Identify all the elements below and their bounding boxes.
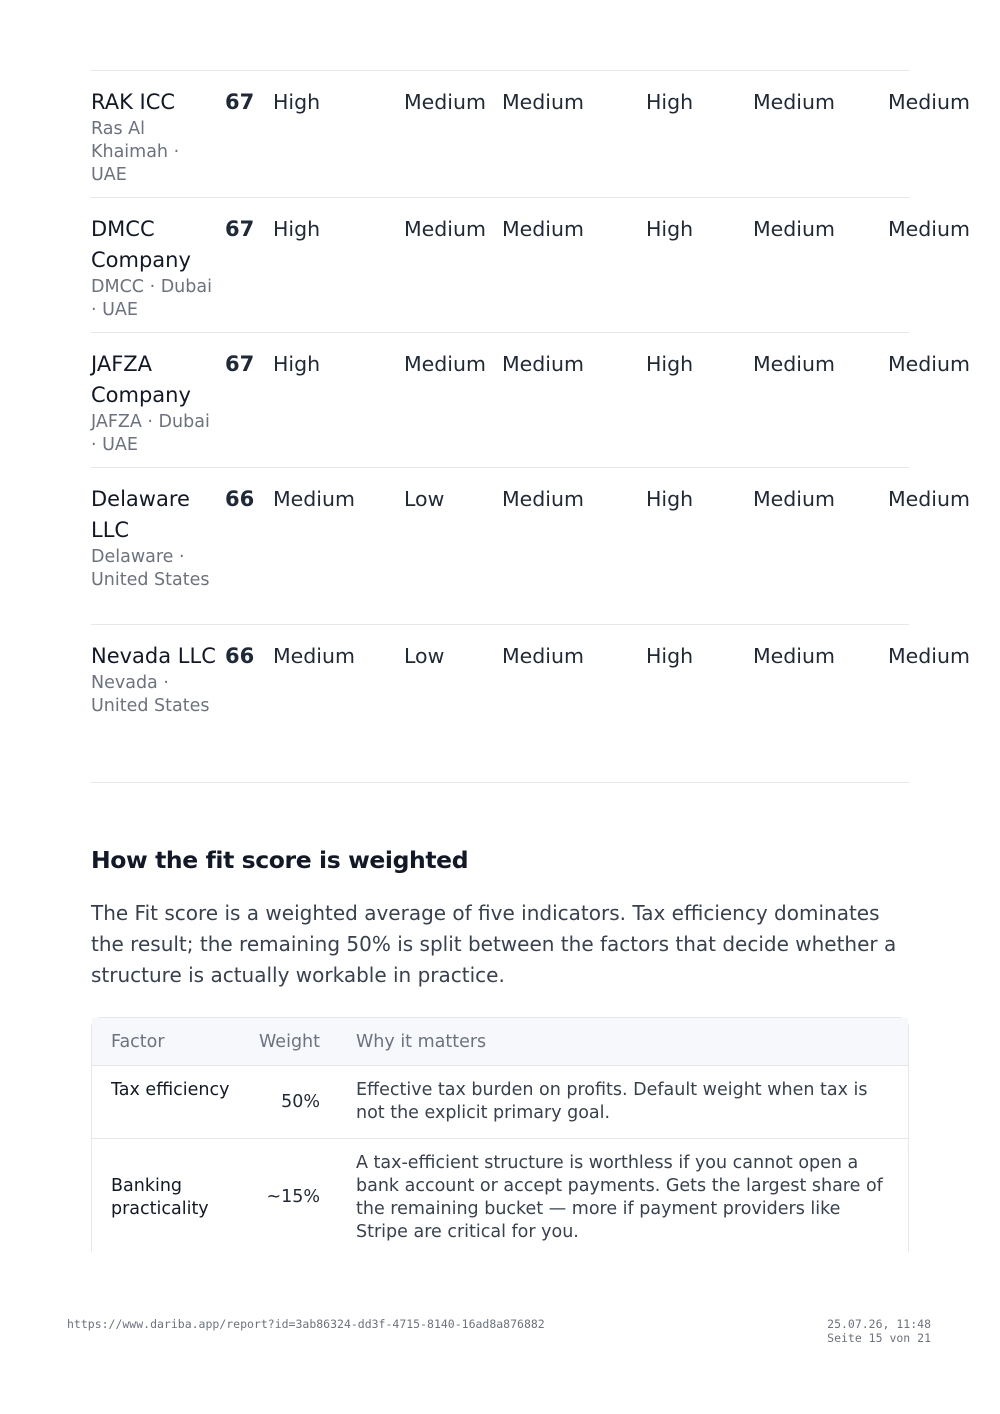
table-cell: High	[646, 644, 694, 668]
jurisdiction-name: Delaware LLC Delaware · United States	[91, 484, 219, 592]
footer-url: https://www.dariba.app/report?id=3ab86324-dd3f-4715-8140-16ad8a876882	[67, 1317, 545, 1331]
factor-weight: ~15%	[266, 1187, 320, 1207]
header-why: Why it matters	[356, 1032, 487, 1052]
factor-description: A tax-efficient structure is worthless if you cannot open a bank account or accept payments. Gets the largest share of the remaining bucket — more if payment providers like Stripe are critical for you.	[356, 1153, 883, 1242]
table-cell: Medium	[888, 644, 970, 668]
header-weight: Weight	[259, 1032, 320, 1052]
factor-name: Tax efficiency	[111, 1080, 230, 1100]
table-cell: Low	[404, 487, 445, 511]
table-cell: Medium	[273, 487, 355, 511]
jurisdiction-location: Nevada · United States	[91, 673, 210, 716]
table-row	[91, 71, 970, 198]
jurisdiction-location: JAFZA · Dubai · UAE	[91, 412, 210, 455]
factor-weight: 50%	[281, 1092, 320, 1112]
table-cell: Medium	[502, 90, 584, 114]
table-cell: High	[646, 217, 694, 241]
table-cell: Medium	[753, 644, 835, 668]
jurisdiction-name: RAK ICC Ras Al Khaimah · UAE	[91, 87, 219, 187]
fit-score: 66	[225, 644, 255, 668]
jurisdiction-name: Nevada LLC Nevada · United States	[91, 641, 219, 718]
jurisdiction-name: JAFZA Company JAFZA · Dubai · UAE	[91, 349, 219, 457]
fit-score: 67	[225, 352, 255, 376]
table-cell: Medium	[502, 644, 584, 668]
table-cell: High	[646, 487, 694, 511]
table-cell: Medium	[888, 487, 970, 511]
table-row	[91, 198, 970, 333]
table-cell: Medium	[404, 90, 486, 114]
table-row	[91, 468, 970, 625]
table-cell: Medium	[753, 487, 835, 511]
table-cell: Medium	[753, 352, 835, 376]
footer-page-number: Seite 15 von 21	[827, 1331, 931, 1345]
factor-description: Effective tax burden on profits. Default weight when tax is not the explicit primary goal.	[356, 1080, 868, 1123]
table-cell: Medium	[888, 352, 970, 376]
table-header	[92, 1018, 908, 1065]
table-cell: High	[646, 352, 694, 376]
table-row	[91, 625, 970, 783]
table-row	[92, 1138, 908, 1253]
fit-score: 67	[225, 90, 255, 114]
jurisdiction-location: Ras Al Khaimah · UAE	[91, 119, 180, 185]
table-cell: Medium	[753, 90, 835, 114]
factor-name: Banking practicality	[111, 1176, 209, 1219]
table-cell: Medium	[502, 217, 584, 241]
footer-datetime: 25.07.26, 11:48	[827, 1317, 931, 1331]
jurisdiction-name: DMCC Company DMCC · Dubai · UAE	[91, 214, 219, 322]
section-intro: The Fit score is a weighted average of five indicators. Tax efficiency dominates the result; the remaining 50% is split between the factors that decide whether a structure is actually workable in practice.	[91, 901, 897, 987]
table-cell: High	[273, 217, 321, 241]
table-cell: Medium	[753, 217, 835, 241]
table-cell: Medium	[502, 487, 584, 511]
jurisdiction-comparison-table	[91, 70, 970, 783]
table-cell: Medium	[273, 644, 355, 668]
header-factor: Factor	[111, 1032, 165, 1052]
table-row	[92, 1065, 908, 1138]
fit-score: 66	[225, 487, 255, 511]
fit-score: 67	[225, 217, 255, 241]
table-cell: Medium	[888, 90, 970, 114]
table-cell: High	[273, 352, 321, 376]
jurisdiction-location: DMCC · Dubai · UAE	[91, 277, 212, 320]
table-row	[91, 333, 970, 468]
footer-meta	[827, 1317, 931, 1345]
table-cell: Medium	[404, 352, 486, 376]
jurisdiction-location: Delaware · United States	[91, 547, 210, 590]
table-cell: Medium	[888, 217, 970, 241]
table-cell: Medium	[404, 217, 486, 241]
table-cell: Medium	[502, 352, 584, 376]
table-cell: High	[646, 90, 694, 114]
table-cell: High	[273, 90, 321, 114]
section-title: How the fit score is weighted	[91, 846, 469, 874]
table-cell: Low	[404, 644, 445, 668]
fit-score-weights-table	[91, 1017, 909, 1252]
